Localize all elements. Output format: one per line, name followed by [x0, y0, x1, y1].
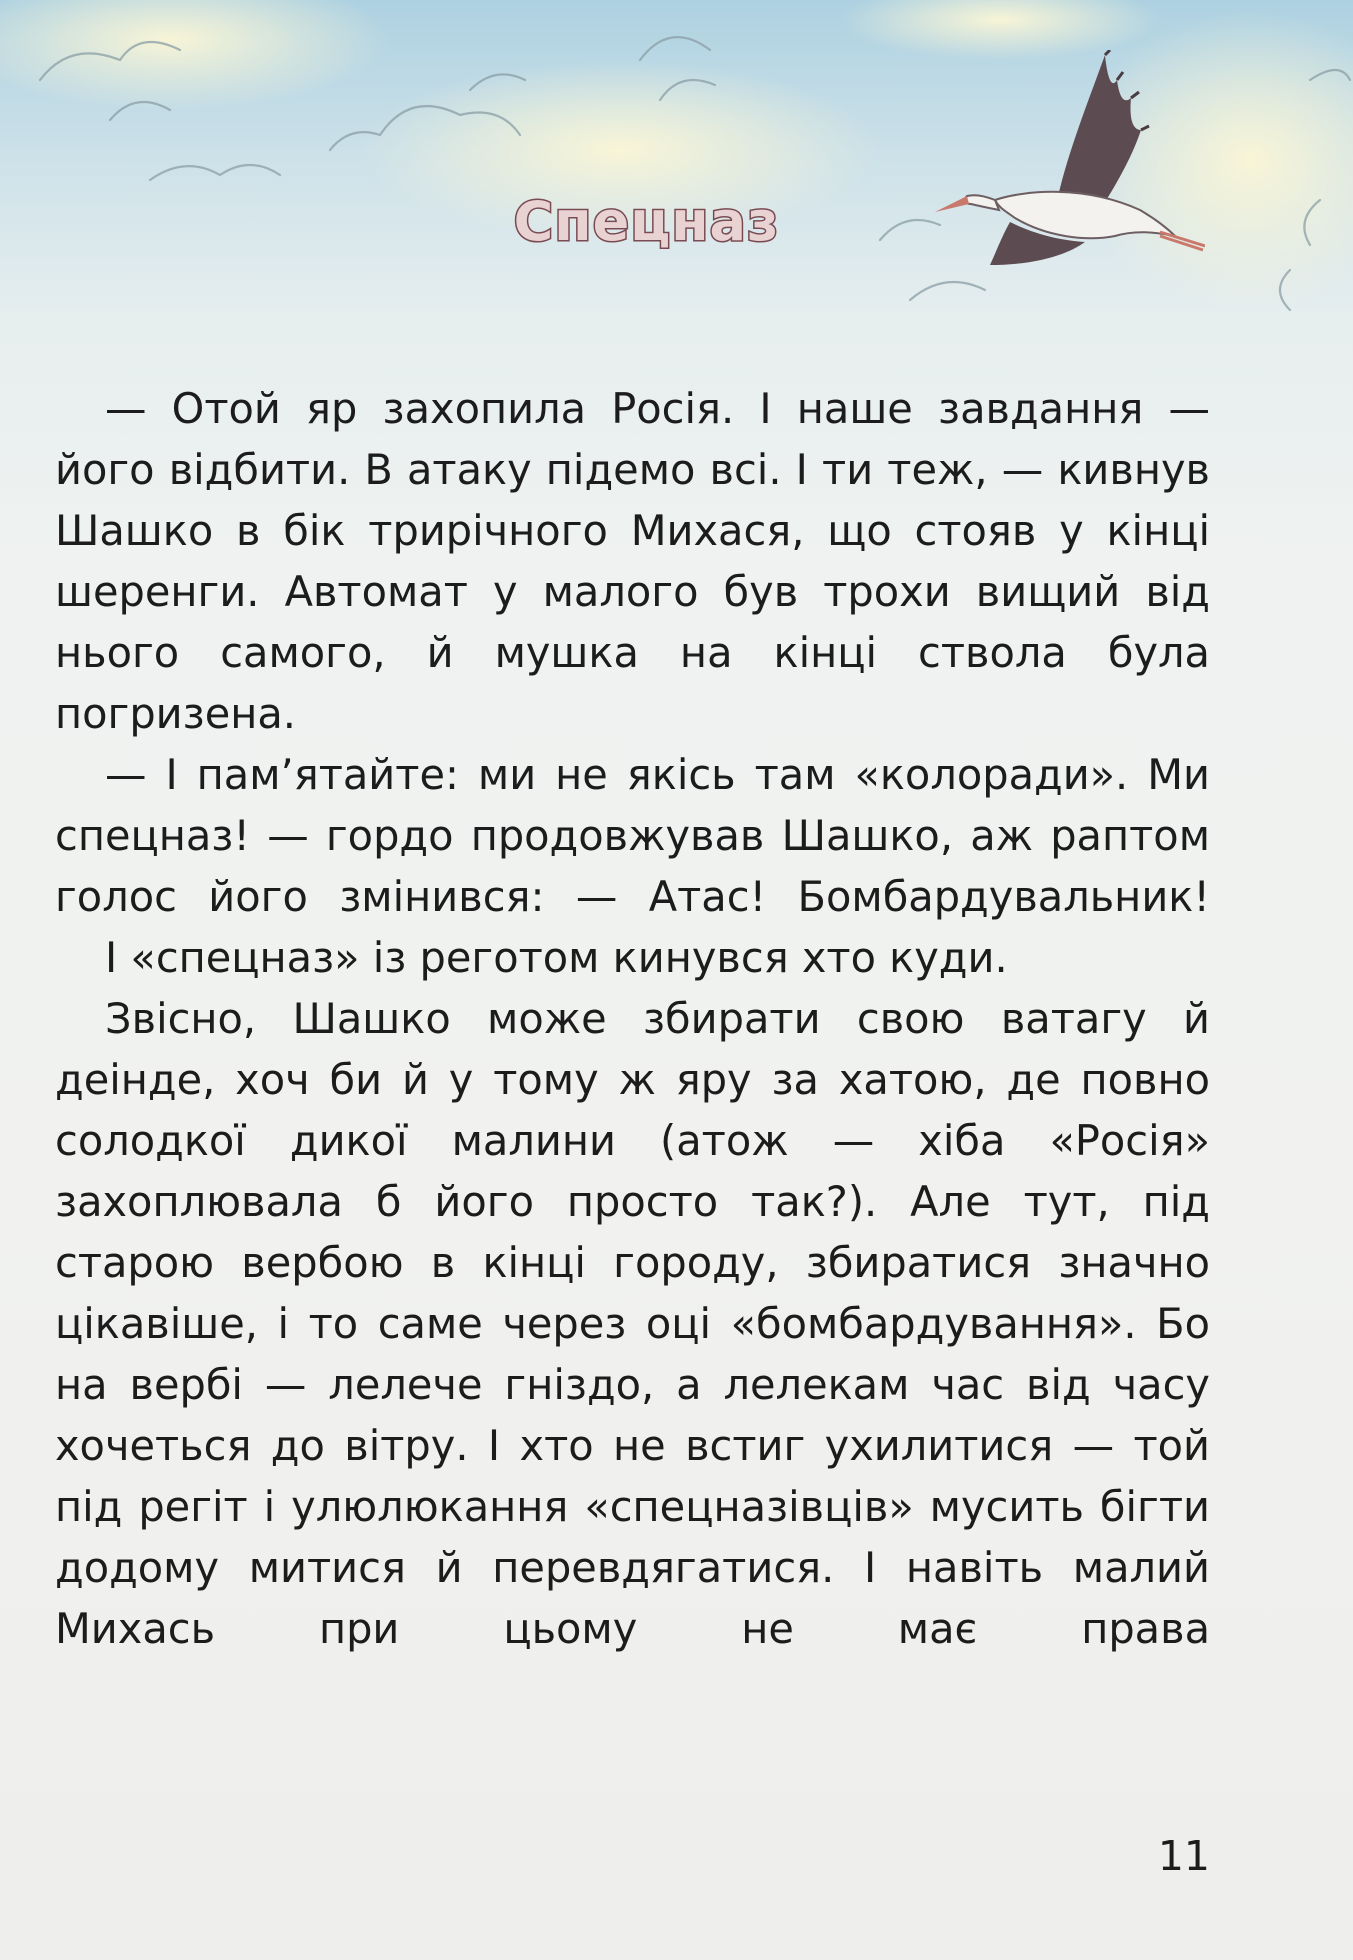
page-number: 11 — [1157, 1832, 1210, 1880]
stork-in-flight-icon — [935, 50, 1205, 270]
body-text — [55, 378, 1210, 1659]
paragraph-4: Звісно, Шашко може збирати свою ватагу й деінде, хоч би й у тому ж яру за хатою, де повно солодкої дикої малини (атож — хіба «Росія» захоплювала б його просто так?). Але тут, під старою вербою в кінці городу, збиратися значно цікавіше, і то саме через оці «бомбардування». Бо на вербі — лелече гніздо, а лелекам час від часу хочеться до вітру. І хто не встиг ухилитися — той під регіт і улюлюкання «спецназівців» мусить бігти додому митися й перевдягатися. І навіть малий Михась при цьому не має права — [55, 994, 1210, 1653]
chapter-title-text: Спецназ — [513, 190, 780, 253]
paragraph-3: І «спецназ» із реготом кинувся хто куди. — [105, 933, 1008, 982]
paragraph-1: — Отой яр захопила Росія. І наше завдання — його відбити. В атаку підемо всі. І ти теж, — кивнув Шашко в бік трирічного Михася, що стояв у кінці шеренги. Автомат у малого був трохи вищий від нього самого, й мушка на кінці ствола була погризена. — [55, 384, 1210, 738]
paragraph-2: — І пам’ятайте: ми не якісь там «колоради». Ми спецназ! — гордо продовжував Шашко, аж раптом голос його змінився: — Атас! Бомбардувальник! — [55, 750, 1210, 921]
